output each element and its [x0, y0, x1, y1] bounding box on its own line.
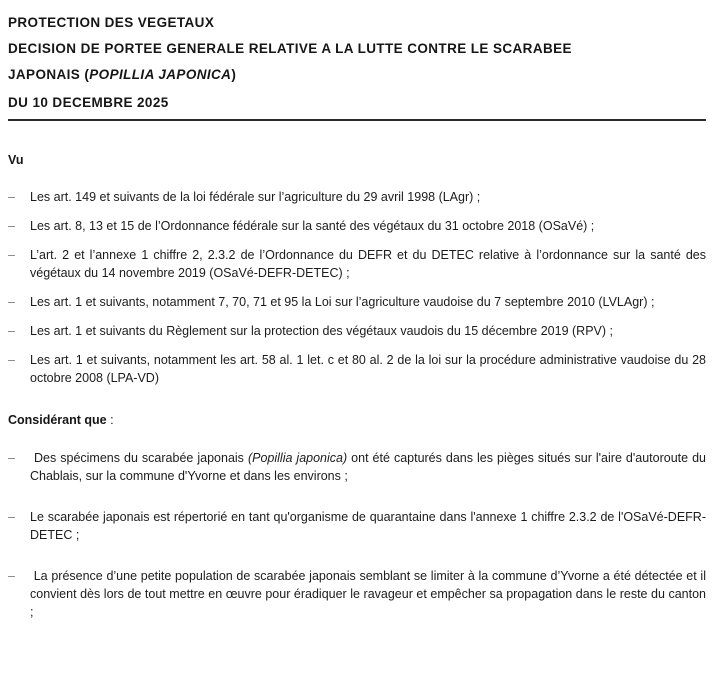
legal-reference-item [8, 351, 706, 387]
list-dash-marker: – [8, 219, 15, 233]
consideration-text-post: ont été capturés dans les pièges situés sur l'aire d'autoroute du Chablais, sur la commune d'Yvorne et dans les environs ; [30, 451, 706, 483]
document-title-line-3 [8, 62, 706, 88]
document-title-line-2: DECISION DE PORTEE GENERALE RELATIVE A LA LUTTE CONTRE LE SCARABEE [8, 41, 572, 56]
consideration-text-pre: La présence d’une petite population de scarabée japonais semblant se limiter à la commune d’Yvorne a été détectée et il convient dès lors de tout mettre en œuvre pour éradiquer le ravageur et empêcher sa propagation dans le reste du canton ; [30, 569, 706, 619]
legal-reference-text: L’art. 2 et l’annexe 1 chiffre 2, 2.3.2 de l’Ordonnance du DEFR et du DETEC relative à l’ordonnance sur la santé des végétaux du 14 novembre 2019 (OSaVé-DEFR-DETEC) ; [30, 248, 706, 280]
legal-reference-item [8, 188, 706, 206]
title-species-prefix: JAPONAIS ( [8, 67, 90, 82]
legal-reference-item [8, 293, 706, 311]
considerations-list [8, 449, 706, 621]
list-dash-marker: – [8, 353, 15, 367]
legal-reference-item [8, 322, 706, 340]
considerant-heading [8, 411, 706, 429]
title-species-name: POPILLIA JAPONICA [89, 67, 232, 82]
document-title-line-1: PROTECTION DES VEGETAUX [8, 15, 215, 30]
list-dash-marker: – [8, 295, 15, 309]
legal-reference-item [8, 217, 706, 235]
list-dash-marker: – [8, 324, 15, 338]
legal-reference-item [8, 246, 706, 282]
consideration-item [8, 567, 706, 621]
list-dash-marker: – [8, 569, 15, 583]
species-name-italic: (Popillia japonica) [247, 451, 348, 465]
document-header [8, 10, 706, 121]
list-dash-marker: – [8, 190, 15, 204]
consideration-item [8, 508, 706, 544]
vu-section [8, 151, 706, 387]
list-dash-marker: – [8, 510, 15, 524]
considerant-heading-bold: Considérant que [8, 413, 107, 427]
considerant-section [8, 411, 706, 621]
consideration-item [8, 449, 706, 485]
consideration-text-pre: Des spécimens du scarabée japonais [30, 451, 248, 465]
legal-references-list [8, 188, 706, 387]
consideration-text [30, 449, 706, 485]
legal-reference-text: Les art. 1 et suivants du Règlement sur la protection des végétaux vaudois du 15 décembre 2019 (RPV) ; [30, 324, 613, 338]
legal-reference-text: Les art. 149 et suivants de la loi fédérale sur l’agriculture du 29 avril 1998 (LAgr) ; [30, 190, 481, 204]
legal-reference-text: Les art. 1 et suivants, notamment 7, 70, 71 et 95 la Loi sur l’agriculture vaudoise du 7 septembre 2010 (LVLAgr) ; [30, 295, 655, 309]
consideration-text [30, 567, 706, 621]
consideration-text-pre: Le scarabée japonais est répertorié en tant qu'organisme de quarantaine dans l'annexe 1 chiffre 2.3.2 de l'OSaVé-DEFR-DETEC ; [30, 510, 706, 542]
vu-heading: Vu [8, 153, 24, 167]
list-dash-marker: – [8, 248, 15, 262]
legal-reference-text: Les art. 8, 13 et 15 de l’Ordonnance fédérale sur la santé des végétaux du 31 octobre 2018 (OSaVé) ; [30, 219, 595, 233]
document-date-heading: DU 10 DECEMBRE 2025 [8, 94, 706, 121]
legal-reference-text: Les art. 1 et suivants, notamment les art. 58 al. 1 let. c et 80 al. 2 de la loi sur la procédure administrative vaudoise du 28 octobre 2008 (LPA-VD) [30, 353, 706, 385]
consideration-text [30, 508, 706, 544]
list-dash-marker: – [8, 451, 15, 465]
title-species-suffix: ) [231, 67, 237, 82]
considerant-heading-colon: : [106, 413, 114, 427]
